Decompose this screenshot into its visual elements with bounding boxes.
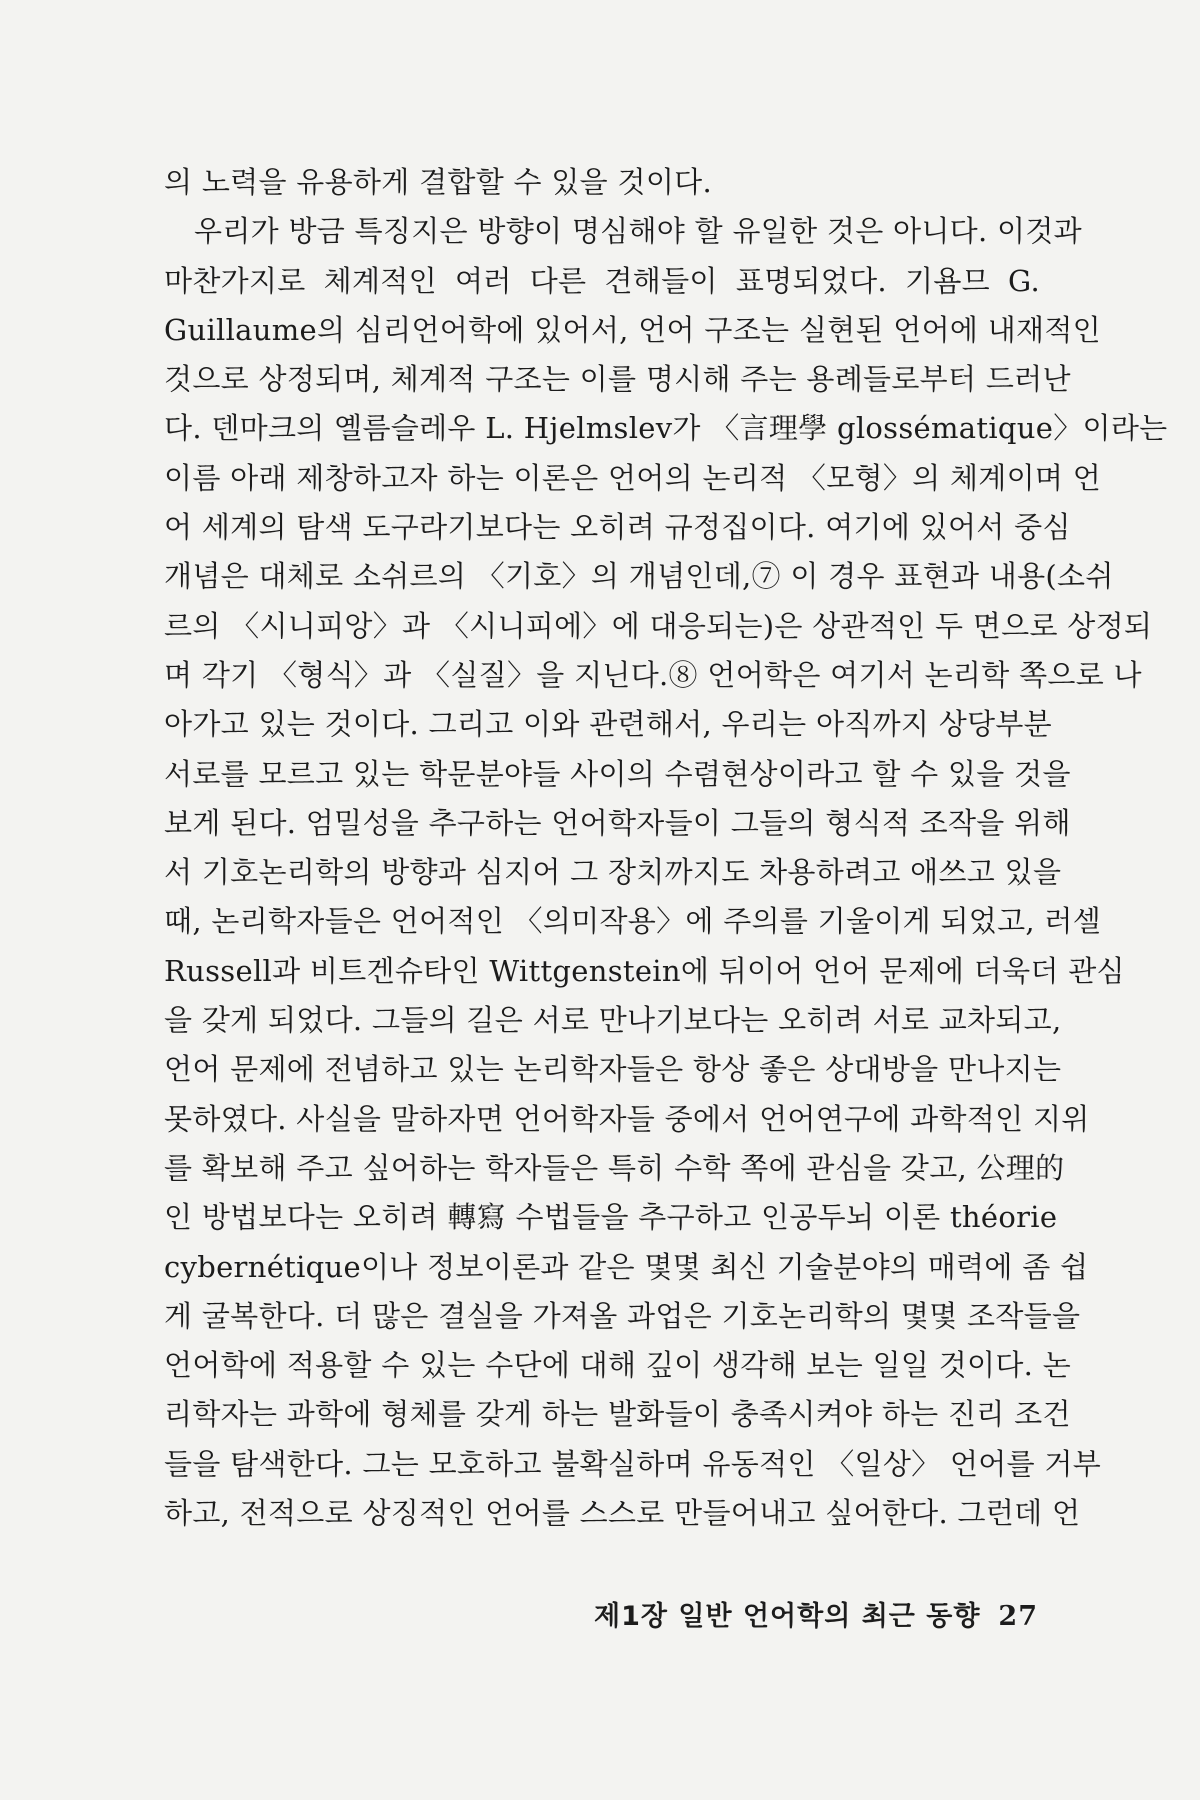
running-footer — [560, 1594, 1038, 1633]
text-line: 언어 문제에 전념하고 있는 논리학자들은 항상 좋은 상대방을 만나지는 — [164, 1052, 1062, 1087]
page-number: 27 — [998, 1601, 1038, 1632]
text-line: 의 노력을 유용하게 결합할 수 있을 것이다. — [164, 165, 712, 199]
text-line: Guillaume의 심리언어학에 있어서, 언어 구조는 실현된 언어에 내재적인 — [164, 312, 1101, 347]
text-line: 언어학에 적용할 수 있는 수단에 대해 깊이 생각해 보는 일일 것이다. 논 — [164, 1348, 1072, 1383]
text-line: cybernétique이나 정보이론과 같은 몇몇 최신 기술분야의 매력에 좀 쉽 — [164, 1249, 1089, 1284]
text-line: 을 갖게 되었다. 그들의 길은 서로 만나기보다는 오히려 서로 교차되고, — [164, 1003, 1062, 1038]
text-line: 보게 된다. 엄밀성을 추구하는 언어학자들이 그들의 형식적 조작을 위해 — [164, 805, 1071, 840]
text-line: 어 세계의 탐색 도구라기보다는 오히려 규정집이다. 여기에 있어서 중심 — [164, 510, 1071, 545]
text-line: Russell과 비트겐슈타인 Wittgenstein에 뒤이어 언어 문제에 더욱더 관심 — [164, 953, 1125, 988]
text-line: 르의 〈시니피앙〉과 〈시니피에〉에 대응되는)은 상관적인 두 면으로 상정되 — [164, 608, 1153, 643]
text-line: 우리가 방금 특징지은 방향이 명심해야 할 유일한 것은 아니다. 이것과 — [194, 214, 1082, 249]
text-line: 것으로 상정되며, 체계적 구조는 이를 명시해 주는 용례들로부터 드러난 — [164, 362, 1071, 397]
body-text — [164, 158, 1168, 1538]
text-line: 들을 탐색한다. 그는 모호하고 불확실하며 유동적인 〈일상〉 언어를 거부 — [164, 1446, 1102, 1481]
text-line: 하고, 전적으로 상징적인 언어를 스스로 만들어내고 싶어한다. 그런데 언 — [164, 1496, 1081, 1531]
text-line: 때, 논리학자들은 언어적인 〈의미작용〉에 주의를 기울이게 되었고, 러셀 — [164, 904, 1102, 939]
text-line: 아가고 있는 것이다. 그리고 이와 관련해서, 우리는 아직까지 상당부분 — [164, 707, 1052, 742]
text-line: 다. 덴마크의 옐름슬레우 L. Hjelmslev가 〈言理學 glossématique〉이라는 — [164, 411, 1168, 446]
text-line: 개념은 대체로 소쉬르의 〈기호〉의 개념인데,⑦ 이 경우 표현과 내용(소쉬 — [164, 559, 1114, 594]
text-line: 며 각기 〈형식〉과 〈실질〉을 지닌다.⑧ 언어학은 여기서 논리학 쪽으로 나 — [164, 657, 1142, 692]
text-line: 게 굴복한다. 더 많은 결실을 가져올 과업은 기호논리학의 몇몇 조작들을 — [164, 1298, 1081, 1333]
chapter-title: 제1장 일반 언어학의 최근 동향 — [594, 1601, 981, 1632]
text-line: 리학자는 과학에 형체를 갖게 하는 발화들이 충족시켜야 하는 진리 조건 — [164, 1397, 1071, 1432]
text-line: 서 기호논리학의 방향과 심지어 그 장치까지도 차용하려고 애쓰고 있을 — [164, 855, 1062, 890]
text-line: 못하였다. 사실을 말하자면 언어학자들 중에서 언어연구에 과학적인 지위 — [164, 1101, 1090, 1136]
text-line: 서로를 모르고 있는 학문분야들 사이의 수렴현상이라고 할 수 있을 것을 — [164, 756, 1071, 791]
text-line: 마찬가지로 체계적인 여러 다른 견해들이 표명되었다. 기욤므 G. — [164, 263, 1040, 298]
text-line: 를 확보해 주고 싶어하는 학자들은 특히 수학 쪽에 관심을 갖고, 公理的 — [164, 1150, 1065, 1185]
text-line: 이름 아래 제창하고자 하는 이론은 언어의 논리적 〈모형〉의 체계이며 언 — [164, 460, 1102, 495]
text-line: 인 방법보다는 오히려 轉寫 수법들을 추구하고 인공두뇌 이론 théorie — [164, 1200, 1058, 1235]
